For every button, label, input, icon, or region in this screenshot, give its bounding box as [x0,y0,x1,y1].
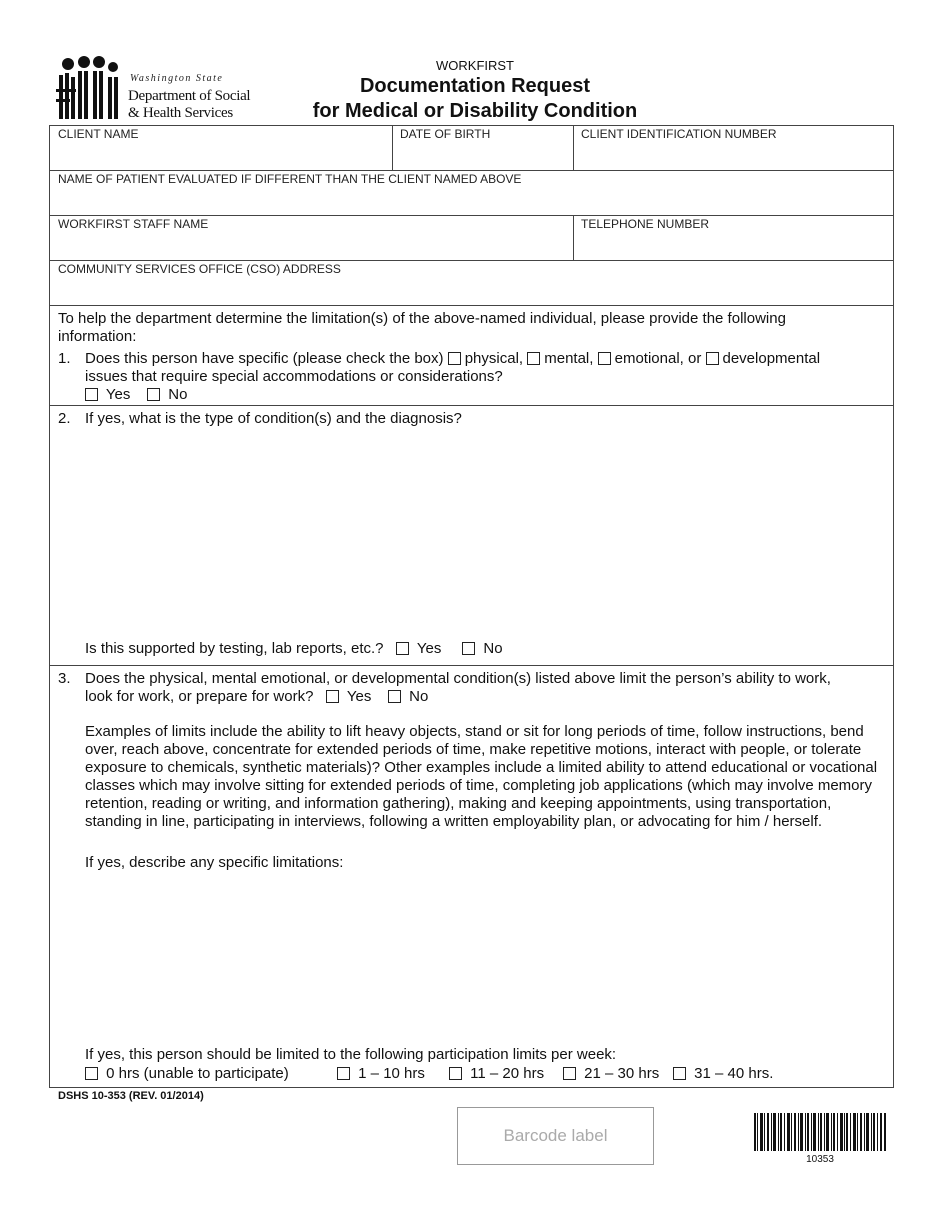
staff-name-label: WORKFIRST STAFF NAME [58,217,209,231]
barcode-label-box: Barcode label [457,1107,654,1165]
cso-address-field[interactable] [50,261,894,305]
q3-describe-text: If yes, describe any specific limitations: [85,854,344,871]
limit-1-10-hrs[interactable]: 1 – 10 hrs [337,1065,449,1083]
q3-examples-text: Examples of limits include the ability to lift heavy objects, stand or sit for long periods of time, follow instructions, bend over, reach above, concentrate for extended periods of time, make repetitive motions, interact with people, or tolerate exposure to chemicals, synthetic materials)? Other examples include a limited ability to attend educational or vocational classes which may involve sitting for extended periods of time, completing job applications (which may involve memory retention, reading or writing, and information gathering), making and keeping appointments, using transportation, standing in line, participating in interviews, following a written employability plan, or advocating for him / herself. [85,723,878,830]
limit-21-30-hrs[interactable]: 21 – 30 hrs [563,1065,673,1083]
checkbox[interactable] [527,352,540,365]
q3-question-line2: look for work, or prepare for work? Yes No [85,688,429,705]
checkbox[interactable] [396,642,409,655]
q3-number: 3. [58,670,71,687]
q1-yes-no [85,386,187,404]
q1-text: Does this person have specific (please check the box) [85,350,444,367]
logo-state-text: Washington State [130,73,224,84]
checkbox[interactable] [326,690,339,703]
checkbox[interactable] [449,1067,462,1080]
checkbox[interactable] [388,690,401,703]
form-frame [49,125,894,1088]
form-title-line1: Documentation Request [359,75,591,97]
q1-number: 1. [58,350,71,367]
barcode-icon [754,1113,886,1151]
checkbox[interactable] [448,352,461,365]
q2-diagnosis-field[interactable] [85,432,885,632]
checkbox[interactable] [563,1067,576,1080]
q2-supported-text: Is this supported by testing, lab reports, etc.? [85,640,384,657]
q2-number: 2. [58,410,71,427]
date-of-birth-field[interactable] [393,126,573,170]
client-name-field[interactable] [50,126,392,170]
q1-option-developmental[interactable]: developmental [706,350,821,368]
form-code: DSHS 10-353 (REV. 01/2014) [58,1090,204,1102]
q2-supported-row [85,640,503,658]
checkbox[interactable] [462,642,475,655]
checkbox[interactable] [598,352,611,365]
checkbox[interactable] [147,388,160,401]
telephone-label: TELEPHONE NUMBER [581,217,710,231]
dshs-logo [56,55,251,125]
q1-option-emotional[interactable]: emotional, or [598,350,702,368]
logo-dept-line1: Department of Social [128,88,251,104]
logo-dept-line2: & Health Services [128,105,233,121]
telephone-field[interactable] [574,216,894,260]
checkbox[interactable] [706,352,719,365]
checkbox[interactable] [85,388,98,401]
staff-name-field[interactable] [50,216,573,260]
client-name-label: CLIENT NAME [58,127,139,141]
limit-31-40-hrs[interactable]: 31 – 40 hrs. [673,1065,773,1083]
q2-no-option[interactable]: No [462,640,502,658]
checkbox[interactable] [673,1067,686,1080]
intro-text: To help the department determine the limitation(s) of the above-named individual, please provide the following information: [58,310,786,345]
limit-0-hrs[interactable]: 0 hrs (unable to participate) [85,1065,337,1083]
q3-limits-options [85,1065,773,1083]
patient-name-field[interactable] [50,171,894,215]
q3-yes-option[interactable]: Yes [326,688,371,706]
form-title-line2: for Medical or Disability Condition [312,100,638,122]
q2-question: If yes, what is the type of condition(s) and the diagnosis? [85,410,462,427]
q1-yes-option[interactable]: Yes [85,386,130,404]
client-id-label: CLIENT IDENTIFICATION NUMBER [581,127,777,141]
q3-limits-intro: If yes, this person should be limited to the following participation limits per week: [85,1046,617,1063]
date-of-birth-label: DATE OF BIRTH [400,127,491,141]
q3-limitations-field[interactable] [85,876,885,1036]
q1-option-mental[interactable]: mental, [527,350,593,368]
q1-question [85,350,895,368]
client-id-field[interactable] [574,126,894,170]
q1-text-continued: issues that require special accommodations or considerations? [85,368,503,385]
dshs-family-icon [56,55,126,125]
checkbox[interactable] [337,1067,350,1080]
q3-no-option[interactable]: No [388,688,428,706]
barcode-number: 10353 [806,1154,834,1165]
q1-no-option[interactable]: No [147,386,187,404]
limit-11-20-hrs[interactable]: 11 – 20 hrs [449,1065,563,1083]
q2-yes-option[interactable]: Yes [396,640,441,658]
q1-option-physical[interactable]: physical, [448,350,523,368]
checkbox[interactable] [85,1067,98,1080]
q3-question-line1: Does the physical, mental emotional, or developmental condition(s) listed above limit the person’s ability to work, [85,670,831,687]
program-name: WORKFIRST [436,58,514,73]
patient-name-label: NAME OF PATIENT EVALUATED IF DIFFERENT THAN THE CLIENT NAMED ABOVE [58,172,522,186]
cso-address-label: COMMUNITY SERVICES OFFICE (CSO) ADDRESS [58,262,341,276]
